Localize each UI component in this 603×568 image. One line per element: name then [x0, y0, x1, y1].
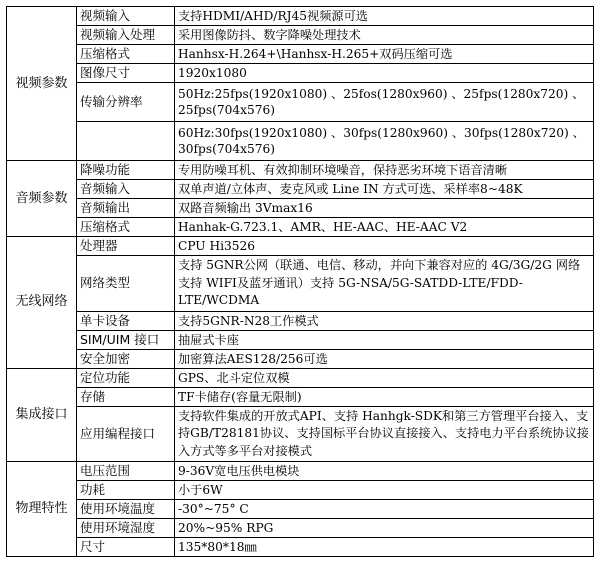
value-line: 135*80*18㎜ [178, 540, 257, 554]
value-line: 20%~95% RPG [178, 521, 274, 535]
value-line: -30°~75° C [178, 502, 249, 516]
table-row [7, 349, 594, 368]
category-cell: 视频参数 [7, 7, 77, 161]
feature-cell: 压缩格式 [77, 218, 175, 237]
feature-cell: 音频输出 [77, 199, 175, 218]
feature-cell: 功耗 [77, 481, 175, 500]
table-row [7, 256, 594, 312]
value-cell [175, 500, 594, 519]
value-line: 小于6W [178, 483, 223, 497]
value-cell [175, 330, 594, 349]
table-row [7, 83, 594, 122]
value-line: Hanhsx-H.264+\Hanhsx-H.265+双码压缩可选 [178, 47, 453, 61]
value-line: 抽屉式卡座 [178, 332, 239, 347]
table-row [7, 237, 594, 256]
value-line: 50Hz:25fps(1920x1080) 、25fos(1280x960) 、25fps(1280x720) 、25fps(704x576) [178, 87, 585, 117]
feature-cell: 应用编程接口 [77, 406, 175, 462]
feature-cell: 网络类型 [77, 256, 175, 312]
table-row [7, 368, 594, 387]
value-cell [175, 256, 594, 312]
value-cell [175, 311, 594, 330]
value-line: GPS、北斗定位双模 [178, 370, 290, 385]
value-line: CPU Hi3526 [178, 239, 255, 253]
table-row [7, 122, 594, 161]
value-cell [175, 218, 594, 237]
table-row [7, 387, 594, 406]
feature-cell: 压缩格式 [77, 45, 175, 64]
table-row [7, 199, 594, 218]
value-cell [175, 349, 594, 368]
value-cell [175, 519, 594, 538]
table-row [7, 64, 594, 83]
feature-cell: 音频输入 [77, 180, 175, 199]
feature-cell: 视频输入处理 [77, 26, 175, 45]
table-row [7, 311, 594, 330]
feature-cell [77, 122, 175, 161]
spec-table-body [7, 7, 594, 557]
feature-cell: 使用环境温度 [77, 500, 175, 519]
feature-cell: 传输分辨率 [77, 83, 175, 122]
feature-cell: 视频输入 [77, 7, 175, 26]
table-row [7, 519, 594, 538]
feature-cell: 尺寸 [77, 538, 175, 557]
feature-cell: SIM/UIM 接口 [77, 330, 175, 349]
category-cell: 音频参数 [7, 161, 77, 237]
feature-cell: 图像尺寸 [77, 64, 175, 83]
value-cell [175, 387, 594, 406]
value-line: 采用图像防抖、数字降噪处理技术 [178, 28, 361, 42]
value-cell [175, 122, 594, 161]
value-cell [175, 161, 594, 180]
value-cell [175, 481, 594, 500]
feature-cell: 单卡设备 [77, 311, 175, 330]
table-row [7, 481, 594, 500]
value-line: 双单声道/立体声、麦克风或 Line IN 方式可选、采样率8~48K [178, 182, 523, 196]
value-cell [175, 368, 594, 387]
category-cell: 无线网络 [7, 237, 77, 369]
feature-cell: 安全加密 [77, 349, 175, 368]
value-line: Hanhak-G.723.1、AMR、HE-AAC、HE-AAC V2 [178, 220, 468, 234]
table-row [7, 218, 594, 237]
feature-cell: 使用环境湿度 [77, 519, 175, 538]
value-cell [175, 26, 594, 45]
value-line: 加密算法AES128/256可选 [178, 351, 328, 366]
feature-cell: 降噪功能 [77, 161, 175, 180]
value-line: 双路音频输出 3Vmax16 [178, 201, 313, 215]
value-line: 9-36V宽电压供电模块 [178, 464, 300, 478]
value-cell [175, 83, 594, 122]
value-line: 支持 5GNR公网（联通、电信、移动，并向下兼容对应的 4G/3G/2G 网络支持 WIFI及蓝牙通讯）支持 5G-NSA/5G-SATDD-LTE/FDD-LTE/WCDMA [178, 258, 581, 307]
table-row [7, 180, 594, 199]
spec-table [6, 6, 594, 557]
value-cell [175, 64, 594, 83]
value-line: 支持5GNR-N28工作模式 [178, 313, 319, 328]
value-cell [175, 237, 594, 256]
category-cell: 集成接口 [7, 368, 77, 462]
value-cell [175, 180, 594, 199]
table-row [7, 45, 594, 64]
table-row [7, 406, 594, 462]
table-row [7, 538, 594, 557]
feature-cell: 电压范围 [77, 462, 175, 481]
value-cell [175, 199, 594, 218]
table-row [7, 330, 594, 349]
feature-cell: 存储 [77, 387, 175, 406]
table-row [7, 7, 594, 26]
table-row [7, 500, 594, 519]
value-cell [175, 462, 594, 481]
value-cell [175, 45, 594, 64]
category-cell: 物理特性 [7, 462, 77, 557]
value-line: 支持软件集成的开放式API、支持 Hanhgk-SDK和第三方管理平台接入、支持GB/T28181协议、支持国标平台协议直接接入、支持电力平台系统协议接入方式等多平台对接模式 [178, 408, 589, 458]
feature-cell: 处理器 [77, 237, 175, 256]
table-row [7, 161, 594, 180]
value-line: 专用防噪耳机、有效抑制环境噪音，保持恶劣环境下语音清晰 [178, 163, 508, 177]
table-row [7, 462, 594, 481]
value-cell [175, 7, 594, 26]
value-line: TF卡储存(容量无限制) [178, 389, 302, 404]
value-line: 60Hz:30fps(1920x1080) 、30fps(1280x960) 、30fps(1280x720) 、30fps(704x576) [178, 126, 585, 156]
table-row [7, 26, 594, 45]
value-line: 1920x1080 [178, 66, 247, 80]
value-line: 支持HDMI/AHD/RJ45视频源可选 [178, 9, 368, 23]
feature-cell: 定位功能 [77, 368, 175, 387]
value-cell [175, 538, 594, 557]
value-cell [175, 406, 594, 462]
